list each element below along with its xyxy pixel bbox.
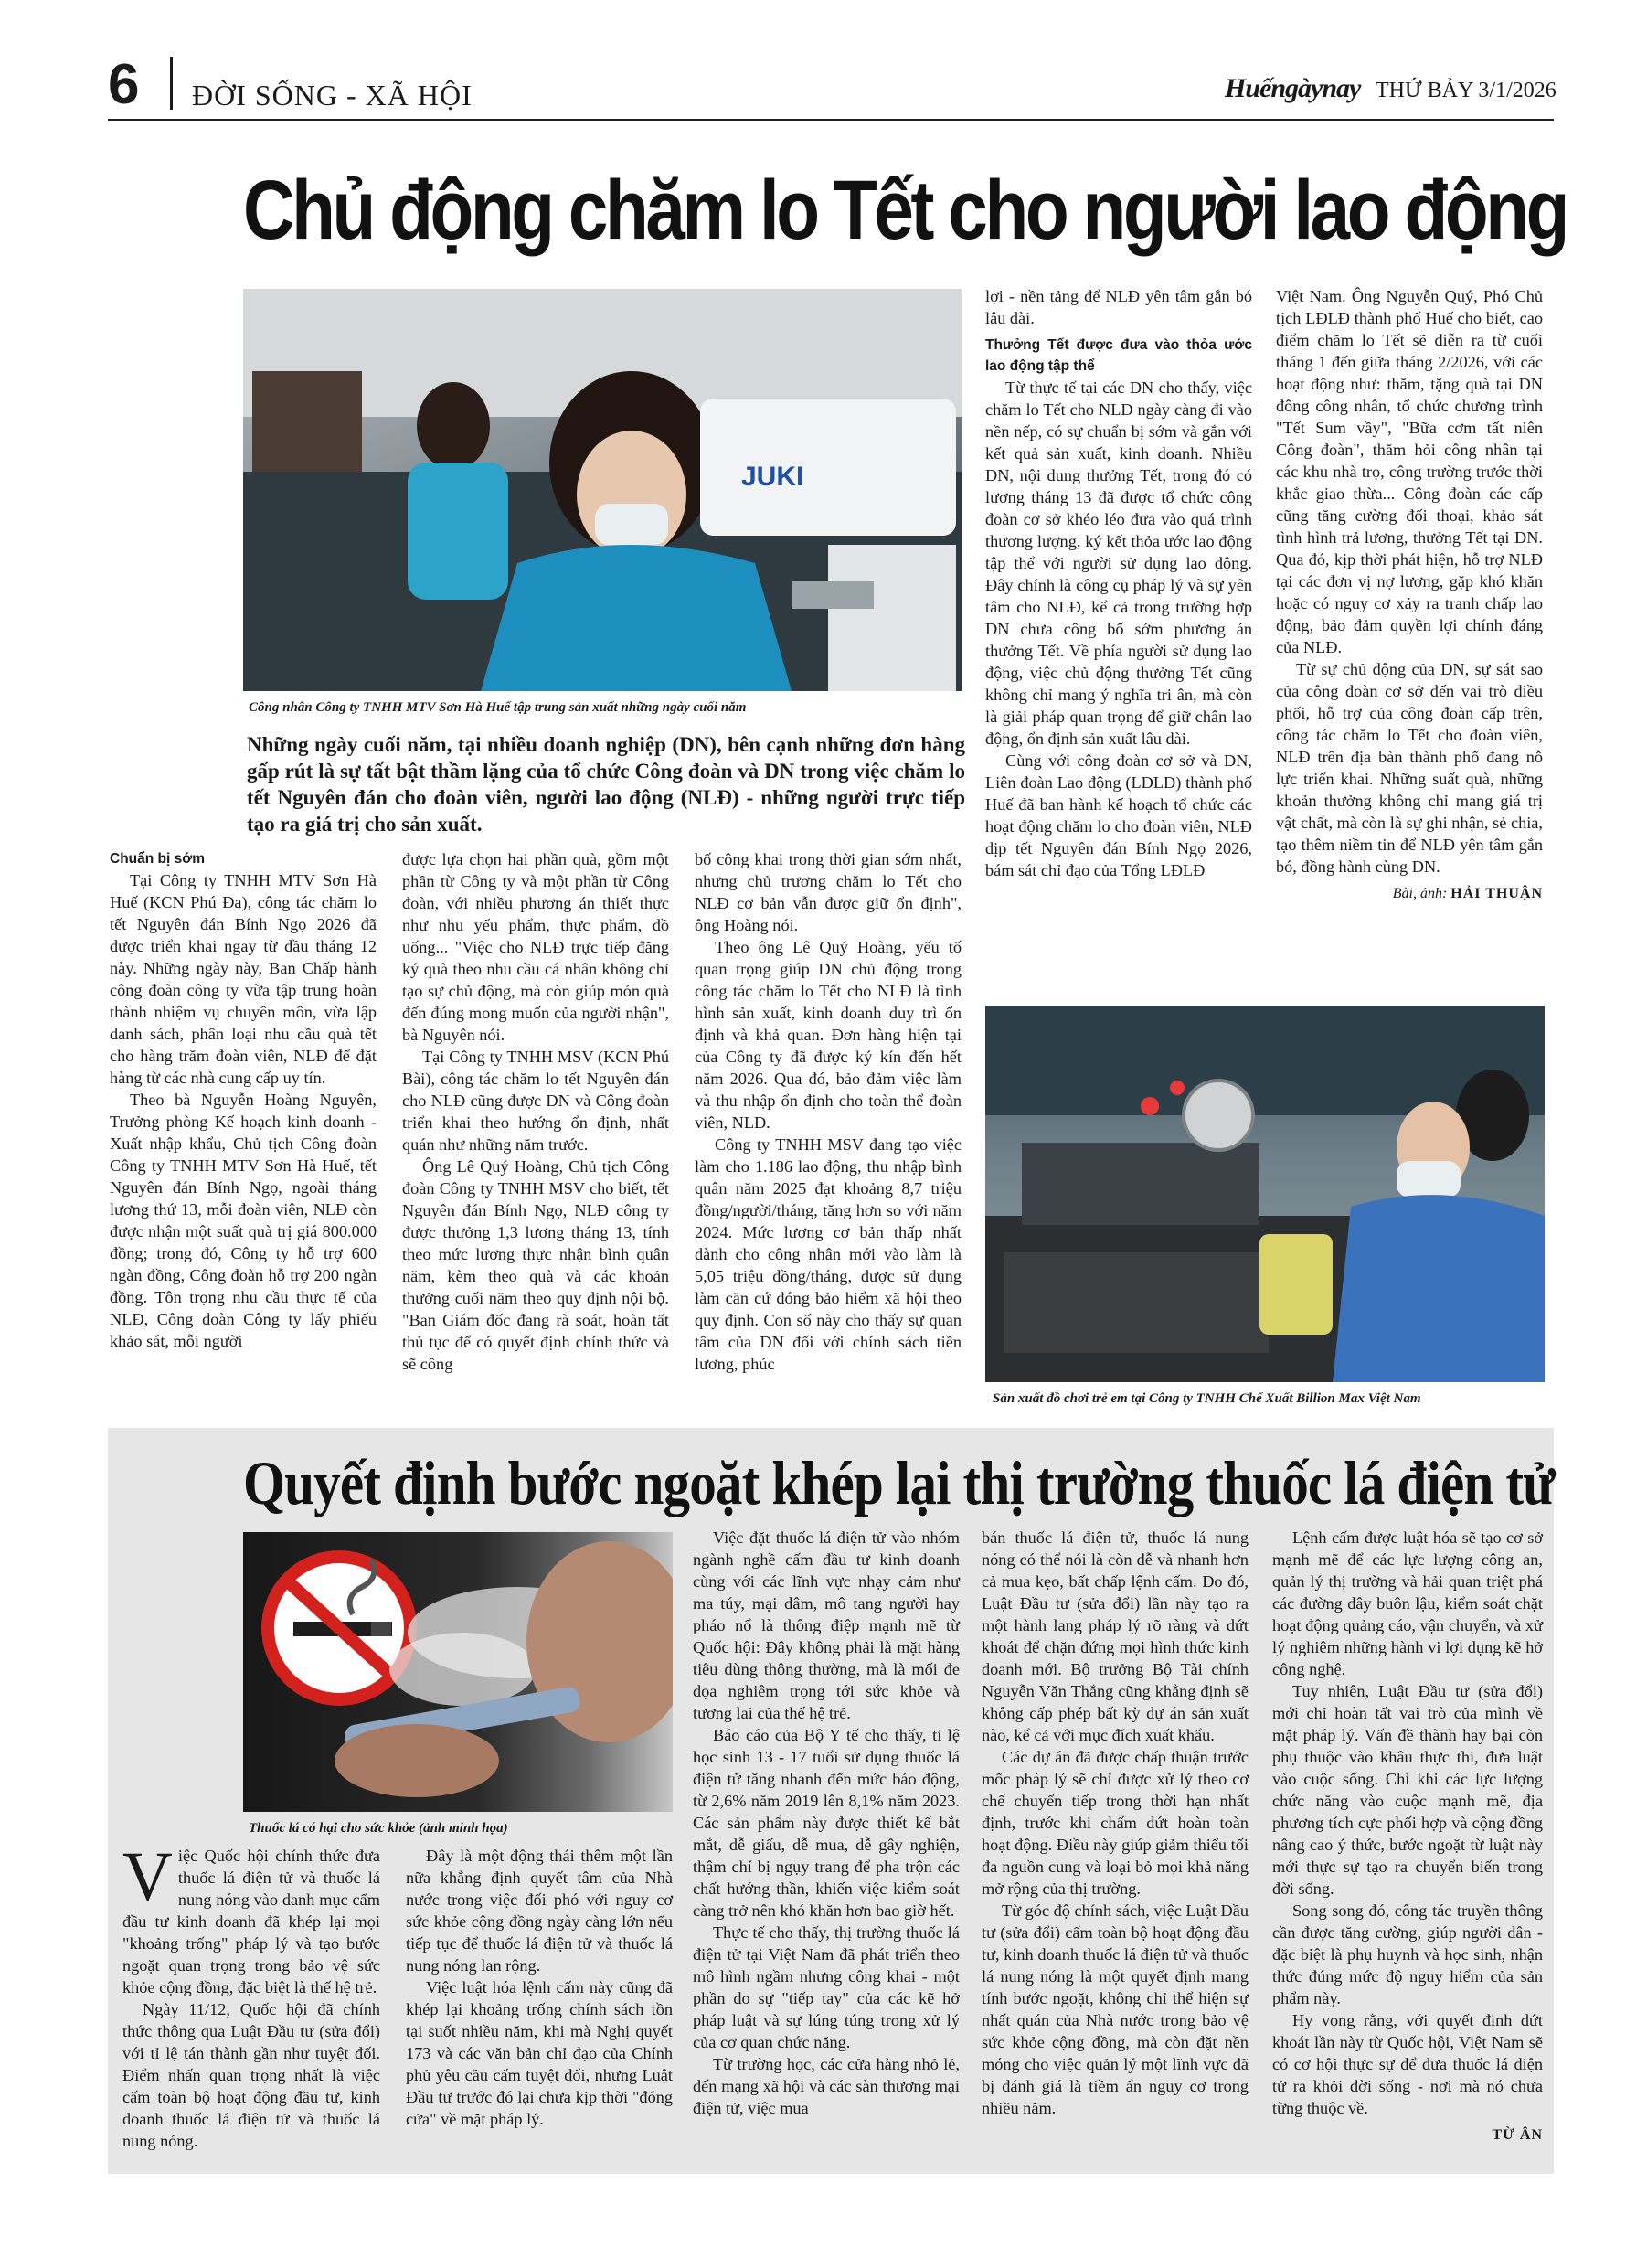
- photo2-caption: Sản xuất đồ chơi trẻ em tại Công ty TNHH Chế Xuất Billion Max Việt Nam: [993, 1391, 1421, 1406]
- brand-logo: Huếngàynay: [1225, 73, 1361, 103]
- paragraph: Việt Nam. Ông Nguyễn Quý, Phó Chủ tịch LĐLĐ thành phố Huế cho biết, cao điểm chăm lo Tết sẽ diễn ra từ cuối tháng 1 đến giữa tháng 2/2026, với các hoạt động như: thăm, tặng quà tại DN đông công nhân, tổ chức chương trình "Tết Sum vầy", "Bữa cơm tất niên Công đoàn", thăm hỏi công nhân tại các khu nhà trọ, công trường trước thời khắc giao thừa... Công đoàn các cấp cũng tăng cường đối thoại, khảo sát tình hình trả lương, thưởng Tết tại DN. Qua đó, kịp thời phát hiện, hỗ trợ NLĐ tại các đơn vị nợ lương, gặp khó khăn hoặc có nguy cơ xảy ra tranh chấp lao động, bảo đảm quyền lợi chính đáng của NLĐ.: [1276, 287, 1543, 656]
- article1-headline: Chủ động chăm lo Tết cho người lao động: [243, 164, 1567, 257]
- paragraph: Ngày 11/12, Quốc hội đã chính thức thông qua Luật Đầu tư (sửa đổi) với tỉ lệ tán thành gần như tuyệt đối. Điểm nhấn quan trọng nhất là việc cấm toàn bộ hoạt động đầu tư, kinh doanh thuốc lá điện tử và thuốc lá nung nóng.: [122, 2000, 380, 2150]
- paragraph: Tại Công ty TNHH MSV (KCN Phú Bài), công tác chăm lo tết Nguyên đán cho NLĐ cũng được DN và Công đoàn triển khai theo hướng ổn định, nhất quán như những năm trước.: [402, 1048, 669, 1154]
- paragraph: Hy vọng rằng, với quyết định dứt khoát lần này từ Quốc hội, Việt Nam sẽ có cơ hội thực sự để đưa thuốc lá điện tử ra khỏi đời sống - nơi mà nó chưa từng thuộc về.: [1272, 2011, 1543, 2117]
- paragraph: Theo ông Lê Quý Hoàng, yếu tố quan trọng giúp DN chủ động trong công tác chăm lo Tết cho NLĐ là tình hình sản xuất, kinh doanh duy trì ổn định và khả quan. Đơn hàng hiện tại của Công ty đã được ký kín đến hết năm 2026. Qua đó, bảo đảm việc làm và thu nhập ổn định cho toàn thể đoàn viên, NLĐ.: [695, 938, 962, 1132]
- paragraph: lợi - nền tảng để NLĐ yên tâm gắn bó lâu dài.: [985, 287, 1252, 327]
- paragraph: Lệnh cấm được luật hóa sẽ tạo cơ sở mạnh mẽ để các lực lượng công an, quản lý thị trường và hải quan triệt phá các đường dây buôn lậu, kiểm soát chặt hoạt động quảng cáo, vận chuyển, và xử lý nghiêm những hành vi lợi dụng kẽ hở công nghệ.: [1272, 1528, 1543, 1678]
- paragraph: Tại Công ty TNHH MTV Sơn Hà Huế (KCN Phú Đa), công tác chăm lo tết Nguyên đán Bính Ngọ 2026 đã được triển khai ngay từ đầu tháng 12 này. Những ngày này, Ban Chấp hành công đoàn công ty vừa tập trung hoàn thành nhiệm vụ chuyên môn, vừa lập danh sách, phân loại nhu cầu quà tết cho hàng trăm đoàn viên, NLĐ để đặt hàng từ các nhà cung cấp uy tín.: [110, 871, 377, 1087]
- photo-sewing-worker: [243, 289, 962, 691]
- subhead-bonus: Thưởng Tết được đưa vào thỏa ước lao động tập thể: [985, 337, 1252, 374]
- article2-column-1: [122, 1838, 380, 2152]
- photo-vape: [243, 1532, 673, 1812]
- paragraph: bán thuốc lá điện tử, thuốc lá nung nóng có thể nói là còn dễ và nhanh hơn cả mua kẹo, bất chấp lệnh cấm. Do đó, Luật Đầu tư (sửa đổi) lần này tạo ra một hành lang pháp lý rõ ràng và dứt khoát để chặn đứng mọi hình thức kinh doanh mới. Bộ trưởng Bộ Tài chính Nguyễn Văn Thắng cũng khẳng định sẽ không cấp phép bất kỳ dự án sản xuất nào, kể cả với mục đích xuất khẩu.: [982, 1528, 1249, 1744]
- article2-headline: Quyết định bước ngoặt khép lại thị trường thuốc lá điện tử: [243, 1448, 1555, 1517]
- paragraph: Từ thực tế tại các DN cho thấy, việc chăm lo Tết cho NLĐ ngày càng đi vào nền nếp, có sự chuẩn bị sớm và gắn với kết quả sản xuất, kinh doanh. Nhiều DN, nội dung thưởng Tết, trong đó có lương tháng 13 đã được tổ chức công đoàn cơ sở khéo léo đưa vào quá trình thương lượng, ký kết thỏa ước lao động tập thể với người sử dụng lao động. Đây chính là công cụ pháp lý và sự yên tâm cho NLĐ, kể cả trong trường hợp DN chưa công bố sớm phương án thưởng Tết. Về phía người sử dụng lao động, việc chủ động thưởng Tết cũng không chỉ mang ý nghĩa tri ân, mà còn là giải pháp quan trọng để giữ chân lao động, ổn định sản xuất lâu dài.: [985, 378, 1252, 748]
- paragraph: Việc đặt thuốc lá điện tử vào nhóm ngành nghề cấm đầu tư kinh doanh cùng với các lĩnh vực nhạy cảm như ma túy, mại dâm, mô tang người hay pháo nổ là thông điệp mạnh mẽ từ Quốc hội: Đây không phải là mặt hàng tiêu dùng thông thường, mà là mối đe dọa nghiêm trọng tới sức khỏe và tương lai của thế hệ trẻ.: [693, 1528, 960, 1722]
- article1-byline: [1276, 883, 1543, 905]
- article1-column-2: [402, 848, 669, 1375]
- paragraph: Song song đó, công tác truyền thông cần được tăng cường, giúp người dân - đặc biệt là phụ huynh và học sinh, nhận thức đúng mức độ nguy hiểm của sản phẩm này.: [1272, 1901, 1543, 2007]
- paragraph: Từ góc độ chính sách, việc Luật Đầu tư (sửa đổi) cấm toàn bộ hoạt động đầu tư, kinh doanh thuốc lá điện tử và thuốc lá nung nóng là một quyết định mang tính bước ngoặt, không chỉ thể hiện sự nhất quán của Nhà nước trong bảo vệ sức khỏe cộng đồng, mà còn đặt nền móng cho việc quản lý một lĩnh vực đã bị đánh giá là tiềm ẩn nguy cơ trong nhiều năm.: [982, 1901, 1249, 2117]
- paragraph: bố công khai trong thời gian sớm nhất, nhưng chủ trương chăm lo Tết cho NLĐ cơ bản vẫn được giữ ổn định", ông Hoàng nói.: [695, 850, 962, 934]
- paragraph: Đây là một động thái thêm một lần nữa khẳng định quyết tâm của Nhà nước trong việc đối phó với nguy cơ sức khỏe cộng đồng ngày càng lớn nếu tiếp tục để thuốc lá điện tử và thuốc lá nung nóng lan rộng.: [406, 1847, 673, 1975]
- section-title: ĐỜI SỐNG - XÃ HỘI: [192, 79, 473, 112]
- article2-column-5: [1272, 1527, 1543, 2146]
- article1-column-5: [1276, 285, 1543, 905]
- paragraph: Theo bà Nguyễn Hoàng Nguyên, Trưởng phòng Kế hoạch kinh doanh - Xuất nhập khẩu, Chủ tịch Công đoàn Công ty TNHH MTV Sơn Hà Huế, tết Nguyên đán Bính Ngọ, ngoài tháng lương thứ 13, mỗi đoàn viên, NLĐ còn được nhận một suất quà trị giá 800.000 đồng; trong đó, Công ty hỗ trợ 600 ngàn đồng, Công đoàn hỗ trợ 200 ngàn đồng. Tôn trọng nhu cầu thực tế của NLĐ, Công đoàn Công ty lấy phiếu khảo sát, mỗi người: [110, 1091, 377, 1350]
- paragraph: Ông Lê Quý Hoàng, Chủ tịch Công đoàn Công ty TNHH MSV cho biết, tết Nguyên đán Bính Ngọ, NLĐ công ty được thưởng 1,3 lương tháng 13, tính theo mức lương thực nhận bình quân năm, kèm theo quà và các khoản thưởng cuối năm theo quy định nội bộ. "Ban Giám đốc đang rà soát, hoàn tất thủ tục để có quyết định chính thức và sẽ công: [402, 1157, 669, 1373]
- paragraph: Công ty TNHH MSV đang tạo việc làm cho 1.186 lao động, thu nhập bình quân năm 2025 đạt khoảng 8,7 triệu đồng/người/tháng, tăng hơn so với năm 2024. Mức lương cơ bản thấp nhất dành cho công nhân mới vào làm là 5,05 triệu đồng/tháng, được sử dụng làm căn cứ đóng bảo hiểm xã hội theo quy định. Con số này cho thấy sự quan tâm của DN đối với chính sách tiền lương, phúc: [695, 1135, 962, 1373]
- issue-date: THỨ BẢY 3/1/2026: [1376, 79, 1557, 102]
- juki-label: JUKI: [741, 462, 804, 492]
- factory-scene-illustration: [985, 1006, 1545, 1382]
- byline-name: HẢI THUẬN: [1450, 886, 1543, 901]
- paragraph: Thực tế cho thấy, thị trường thuốc lá điện tử tại Việt Nam đã phát triển theo mô hình ngầm nhưng công khai - một phần do sự "tiếp tay" của các kẽ hở pháp luật và sự lúng túng trong xử lý của cơ quan chức năng.: [693, 1923, 960, 2051]
- byline-label: Bài, ảnh:: [1392, 886, 1448, 901]
- photo1-caption: Công nhân Công ty TNHH MTV Sơn Hà Huế tập trung sản xuất những ngày cuối năm: [249, 700, 747, 715]
- dropcap: V: [122, 1838, 173, 1915]
- sewing-scene-illustration: [243, 289, 962, 691]
- article2-byline: [1272, 2124, 1543, 2146]
- paragraph: Việc luật hóa lệnh cấm này cũng đã khép lại khoảng trống chính sách tồn tại suốt nhiều năm, khi mà Nghị quyết 173 và các văn bản chỉ đạo của Chính phủ yêu cầu cấm tuyệt đối, nhưng Luật Đầu tư trước đó lại chưa kịp thời "đóng cửa" về mặt pháp lý.: [406, 1978, 673, 2128]
- article2-column-2: [406, 1845, 673, 2130]
- subhead-prepare: Chuẩn bị sớm: [110, 851, 206, 867]
- photo-toy-factory: [985, 1006, 1545, 1382]
- article2-column-3: [693, 1527, 960, 2119]
- header-divider: [170, 57, 173, 110]
- paragraph: được lựa chọn hai phần quà, gồm một phần từ Công ty và một phần từ Công đoàn, với nhiều phương án thiết thực như nhu yếu phẩm, thực phẩm, đồ uống... "Việc cho NLĐ trực tiếp đăng ký quà theo nhu cầu cá nhân không chỉ tạo sự chủ động, mà còn giúp món quà đến đúng mong muốn của người nhận", bà Nguyên nói.: [402, 850, 669, 1044]
- paragraph: [122, 1838, 380, 1998]
- page-number: 6: [108, 53, 140, 116]
- paragraph: Từ sự chủ động của DN, sự sát sao của công đoàn cơ sở đến vai trò điều phối, hỗ trợ của công đoàn cấp trên, công tác chăm lo Tết cho đoàn viên, NLĐ trên địa bàn thành phố đang nỗ lực triển khai. Những suất quà, những khoản thưởng không chỉ mang giá trị vật chất, mà còn là sự ghi nhận, sẻ chia, tạo thêm niềm tin để NLĐ yên tâm gắn bó, đồng hành cùng DN.: [1276, 660, 1543, 876]
- article2-column-4: [982, 1527, 1249, 2119]
- paragraph: Báo cáo của Bộ Y tế cho thấy, tỉ lệ học sinh 13 - 17 tuổi sử dụng thuốc lá điện tử tăng nhanh đến mức báo động, từ 2,6% năm 2019 lên 8,1% năm 2023. Các sản phẩm này được thiết kế bắt mắt, dễ giấu, dễ mua, dễ gây nghiện, thậm chí bị ngụy trang để pha trộn các chất hướng thần, khiến việc kiểm soát càng trở nên khó khăn hơn bao giờ hết.: [693, 1726, 960, 1920]
- paragraph: Các dự án đã được chấp thuận trước mốc pháp lý sẽ chỉ được xử lý theo cơ chế chuyển tiếp trong thời hạn nhất định, trước khi chấm dứt hoàn toàn hoạt động. Điều này giúp giảm thiểu tối đa nguồn cung và loại bỏ mọi khả năng mở rộng của thị trường.: [982, 1748, 1249, 1898]
- article1-column-1: [110, 848, 377, 1352]
- byline-name: TỪ ÂN: [1492, 2127, 1543, 2143]
- article1-column-3: [695, 848, 962, 1375]
- vape-scene-illustration: [243, 1532, 673, 1812]
- header-rule: [108, 119, 1554, 121]
- paragraph: Từ trường học, các cửa hàng nhỏ lẻ, đến mạng xã hội và các sàn thương mại điện tử, việc mua: [693, 2055, 960, 2117]
- paragraph: Tuy nhiên, Luật Đầu tư (sửa đổi) mới chỉ hoàn tất vai trò của mình về mặt pháp lý. Vấn đề thành hay bại còn phụ thuộc vào khâu thực thi, đưa luật vào cuộc sống. Chỉ khi các lực lượng chức năng vào cuộc mạnh mẽ, địa phương tích cực phối hợp và cộng đồng nâng cao ý thức, bước ngoặt từ luật này mới thực sự tạo ra chuyển biến trong đời sống.: [1272, 1682, 1543, 1898]
- article1-lead: Những ngày cuối năm, tại nhiều doanh nghiệp (DN), bên cạnh những đơn hàng gấp rút là sự tất bật thầm lặng của tổ chức Công đoàn và DN trong việc chăm lo tết Nguyên đán cho đoàn viên, người lao động (NLĐ) - những người trực tiếp tạo ra giá trị cho sản xuất.: [247, 733, 965, 836]
- paragraph-text: iệc Quốc hội chính thức đưa thuốc lá điện tử và thuốc lá nung nóng vào danh mục cấm đầu tư kinh doanh đã khép lại mọi "khoảng trống" pháp lý và tạo bước ngoặt quan trọng trong bảo vệ sức khỏe cộng đồng, đặc biệt là thế hệ trẻ.: [122, 1847, 380, 1996]
- photo3-caption: Thuốc lá có hại cho sức khỏe (ảnh minh họa): [249, 1821, 508, 1836]
- paragraph: Cùng với công đoàn cơ sở và DN, Liên đoàn Lao động (LĐLĐ) thành phố Huế đã ban hành kế hoạch tổ chức các hoạt động chăm lo cho đoàn viên, NLĐ dịp tết Nguyên đán Bính Ngọ 2026, bám sát chỉ đạo của Tổng LĐLĐ: [985, 751, 1252, 879]
- article1-column-4: [985, 285, 1252, 881]
